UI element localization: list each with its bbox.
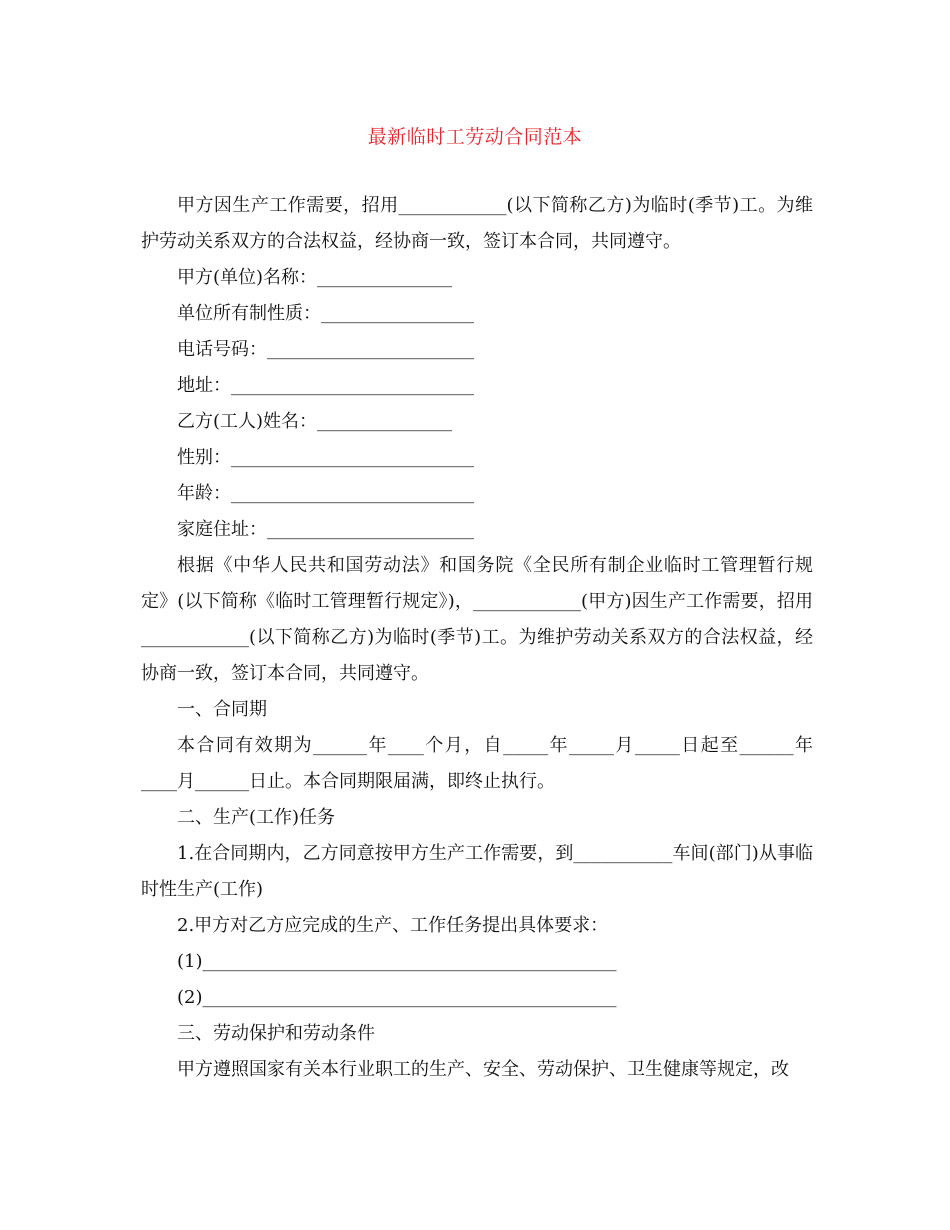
section1-paragraph: 本合同有效期为______年____个月，自_____年_____月_____日起至______年____月______日止。本合同期限届满，即终止执行。 — [141, 735, 813, 792]
intro-paragraph: 甲方因生产工作需要，招用____________(以下简称乙方)为临时(季节)工。为维护劳动关系双方的合法权益，经协商一致，签订本合同，共同遵守。 — [141, 195, 813, 252]
document-body — [141, 188, 813, 1088]
field-gender: 性别：___________________________ — [177, 447, 474, 468]
field-worker-name: 乙方(工人)姓名：_______________ — [177, 411, 453, 432]
section1-heading: 一、合同期 — [177, 699, 267, 720]
field-home-address: 家庭住址：_______________________ — [177, 519, 474, 540]
section3-heading: 三、劳动保护和劳动条件 — [177, 1023, 375, 1044]
section2-subitem1: (1)______________________________________________ — [177, 951, 617, 972]
field-age: 年龄：___________________________ — [177, 483, 474, 504]
section2-heading: 二、生产(工作)任务 — [177, 807, 336, 828]
document-title: 最新临时工劳动合同范本 — [367, 126, 583, 148]
section2-subitem2: (2)______________________________________________ — [177, 987, 617, 1008]
section3-paragraph: 甲方遵照国家有关本行业职工的生产、安全、劳动保护、卫生健康等规定，改 — [177, 1059, 789, 1080]
section2-item1: 1.在合同期内，乙方同意按甲方生产工作需要，到___________车间(部门)从事临时性生产(工作) — [141, 843, 813, 900]
field-employer-name: 甲方(单位)名称：_______________ — [177, 267, 453, 288]
basis-paragraph: 根据《中华人民共和国劳动法》和国务院《全民所有制企业临时工管理暂行规定》(以下简称《临时工管理暂行规定》)，____________(甲方)因生产工作需要，招用____________(以下简称乙方)为临时(季节)工。为维护劳动关系双方的合法权益，经协商一致，签订本合同，共同遵守。 — [141, 555, 813, 684]
section2-item2: 2.甲方对乙方应完成的生产、工作任务提出具体要求： — [177, 915, 609, 936]
field-phone: 电话号码：_______________________ — [177, 339, 474, 360]
field-ownership-type: 单位所有制性质：_________________ — [177, 303, 474, 324]
field-address: 地址：___________________________ — [177, 375, 474, 396]
